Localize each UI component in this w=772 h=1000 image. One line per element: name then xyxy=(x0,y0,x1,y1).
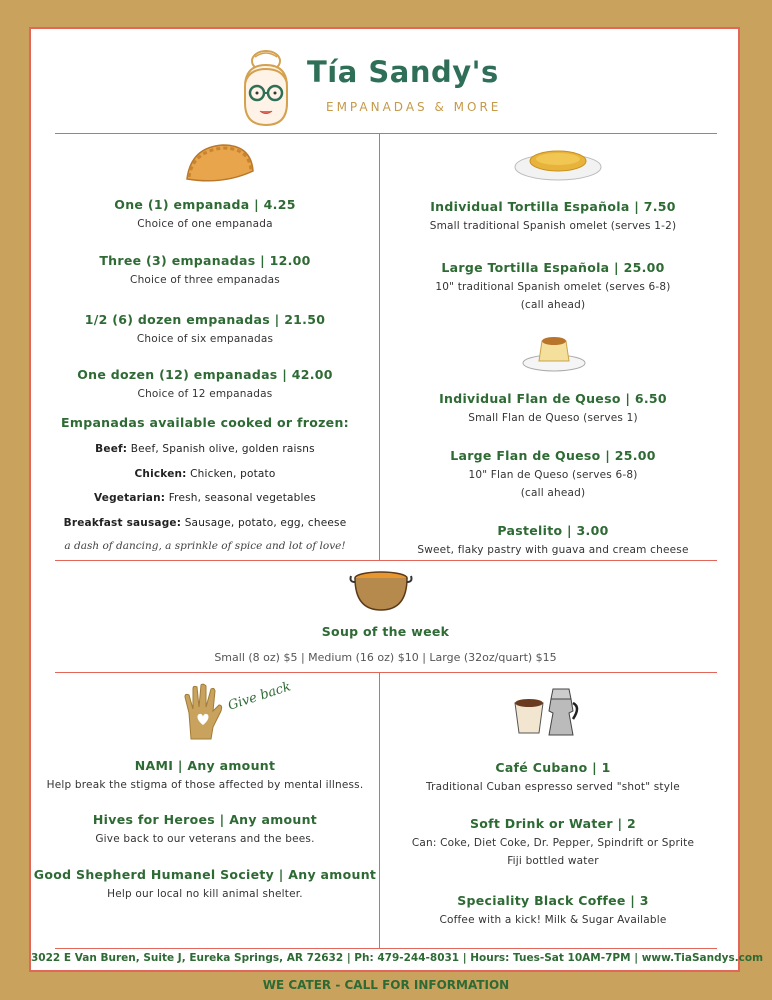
empanada-item-desc: Choice of one empanada xyxy=(137,218,273,230)
empanada-item-title: 1/2 (6) dozen empanadas | 21.50 xyxy=(84,312,326,327)
tortilla-item-desc: 10" traditional Spanish omelet (serves 6-8) xyxy=(435,281,671,293)
drink-item-note: Fiji bottled water xyxy=(507,855,599,867)
tortilla-item-title: Large Tortilla Española | 25.00 xyxy=(441,260,665,275)
divider-footer xyxy=(55,948,717,949)
charity-item-title: Good Shepherd Humanel Society | Any amount xyxy=(33,867,377,882)
header xyxy=(31,29,738,133)
menu-page xyxy=(29,27,764,972)
soup-pot-icon xyxy=(349,566,413,614)
divider-soup-bottom xyxy=(55,672,717,673)
brand-title: Tía Sandy's xyxy=(307,55,499,89)
availability-heading: Empanadas available cooked or frozen: xyxy=(61,415,349,430)
empanada-item-desc: Choice of three empanadas xyxy=(130,274,280,286)
pastelito-item-title: Pastelito | 3.00 xyxy=(497,523,609,538)
empanada-icon xyxy=(183,141,257,185)
flan-item-note: (call ahead) xyxy=(520,487,586,499)
soup-sizes: Small (8 oz) $5 | Medium (16 oz) $10 | Large (32oz/quart) $15 xyxy=(214,651,557,664)
flan-icon xyxy=(521,329,587,373)
coffee-espresso-icon xyxy=(511,685,583,737)
give-back-label: Give back xyxy=(226,679,293,714)
empanada-item-desc: Choice of 12 empanadas xyxy=(137,388,273,400)
flan-item-title: Individual Flan de Queso | 6.50 xyxy=(439,391,667,406)
charity-item-desc: Help break the stigma of those affected by mental illness. xyxy=(46,779,364,791)
pastelito-item-desc: Sweet, flaky pastry with guava and cream cheese xyxy=(417,544,689,556)
empanada-item-title: One dozen (12) empanadas | 42.00 xyxy=(77,367,333,382)
drink-item-desc: Coffee with a kick! Milk & Sugar Available xyxy=(439,914,667,926)
tagline: a dash of dancing, a sprinkle of spice and lot of love! xyxy=(64,540,346,552)
empanada-item-title: One (1) empanada | 4.25 xyxy=(114,197,296,212)
charity-item-desc: Give back to our veterans and the bees. xyxy=(95,833,315,845)
tia-sandy-logo-icon xyxy=(237,47,295,129)
catering-banner: WE CATER - CALL FOR INFORMATION xyxy=(262,978,510,992)
drink-item-title: Soft Drink or Water | 2 xyxy=(469,816,637,831)
footer-contact: 3022 E Van Buren, Suite J, Eureka Springs, AR 72632 | Ph: 479-244-8031 | Hours: Tues-Sat 10AM-7PM | www.TiaSandys.com xyxy=(31,952,764,964)
charity-item-title: NAMI | Any amount xyxy=(134,758,276,773)
divider-soup-top xyxy=(55,560,717,561)
divider-top xyxy=(55,133,717,134)
flan-item-title: Large Flan de Queso | 25.00 xyxy=(450,448,656,463)
filling-chicken: Chicken: Chicken, potato xyxy=(134,468,276,480)
drink-item-desc: Can: Coke, Diet Coke, Dr. Pepper, Spindrift or Sprite xyxy=(411,837,695,849)
flan-item-desc: 10" Flan de Queso (serves 6-8) xyxy=(468,469,638,481)
filling-vegetarian: Vegetarian: Fresh, seasonal vegetables xyxy=(94,492,316,504)
tortilla-item-note: (call ahead) xyxy=(520,299,586,311)
tortilla-item-title: Individual Tortilla Española | 7.50 xyxy=(430,199,676,214)
tortilla-plate-icon xyxy=(513,143,603,183)
empanada-item-title: Three (3) empanadas | 12.00 xyxy=(99,253,311,268)
soup-title: Soup of the week xyxy=(321,624,450,639)
drink-item-title: Speciality Black Coffee | 3 xyxy=(457,893,649,908)
charity-item-title: Hives for Heroes | Any amount xyxy=(92,812,318,827)
tortilla-item-desc: Small traditional Spanish omelet (serves 1-2) xyxy=(429,220,677,232)
filling-breakfast-sausage: Breakfast sausage: Sausage, potato, egg, cheese xyxy=(63,517,347,529)
empanada-item-desc: Choice of six empanadas xyxy=(136,333,274,345)
drink-item-desc: Traditional Cuban espresso served "shot" style xyxy=(426,781,680,793)
flan-item-desc: Small Flan de Queso (serves 1) xyxy=(468,412,638,424)
brand-subtitle: EMPANADAS & MORE xyxy=(326,100,502,114)
drink-item-title: Café Cubano | 1 xyxy=(495,760,611,775)
filling-beef: Beef: Beef, Spanish olive, golden raisns xyxy=(95,443,315,455)
hand-heart-icon xyxy=(181,683,225,741)
charity-item-desc: Help our local no kill animal shelter. xyxy=(107,888,303,900)
